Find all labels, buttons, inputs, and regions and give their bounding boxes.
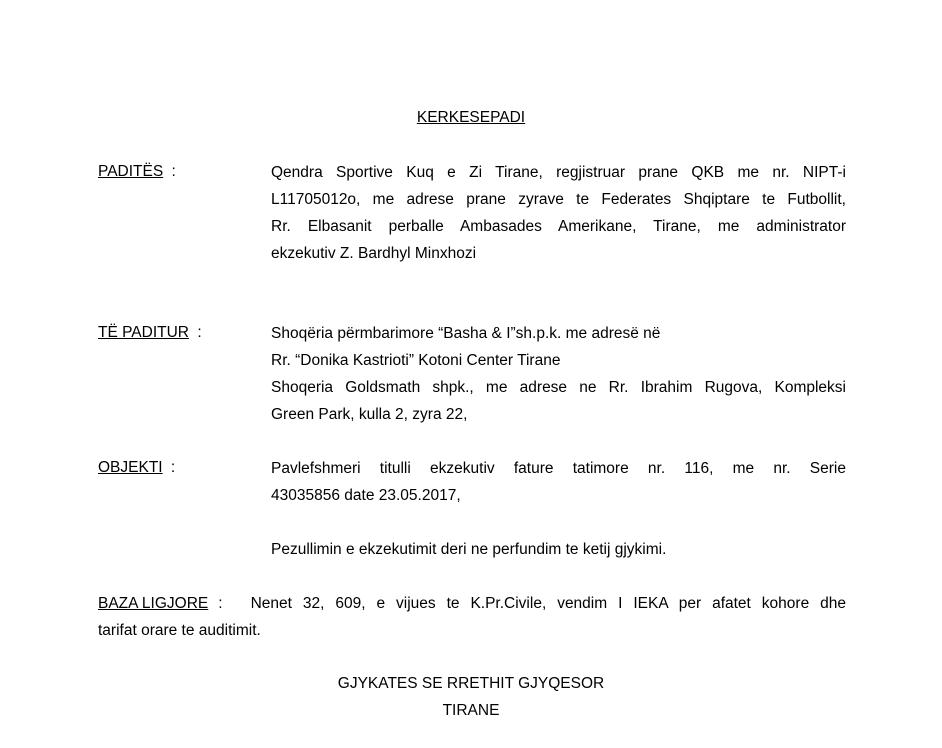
objekti-label-row (98, 459, 175, 477)
paditesi-line: ekzekutiv Z. Bardhyl Minxhozi (271, 245, 477, 262)
paditesi-colon: : (171, 163, 176, 180)
paditesi-label: PADITËS (98, 163, 164, 180)
baza-line: Nenet 32, 609, e vijues te K.Pr.Civile, vendim I IEKA per afatet kohore dhe (250, 595, 846, 612)
te-paditur-line: Rr. “Donika Kastrioti” Kotoni Center Tirane (271, 352, 561, 369)
te-paditur-line: Green Park, kulla 2, zyra 22, (271, 406, 468, 423)
te-paditur-text (271, 320, 846, 428)
objekti-colon: : (170, 459, 176, 476)
baza-second-row: tarifat orare te auditimit. (98, 622, 261, 639)
objekti-text (271, 455, 846, 509)
court-name: GJYKATES SE RRETHIT GJYQESOR (337, 675, 605, 692)
objekti-label: OBJEKTI (98, 459, 163, 476)
baza-colon: : (218, 595, 223, 612)
document-title: KERKESEPADI (416, 109, 526, 126)
objekti-line: Pavlefshmeri titulli ekzekutiv fature tatimore nr. 116, me nr. Serie (271, 460, 846, 477)
paditesi-line: L11705012o, me adrese prane zyrave te Federates Shqiptare te Futbollit, (271, 191, 846, 208)
paditesi-text (271, 159, 846, 267)
objekti-extra-line: Pezullimin e ekzekutimit deri ne perfundim te ketij gjykimi. (271, 541, 667, 558)
court-city: TIRANE (442, 702, 500, 719)
baza-ligjore (98, 590, 846, 644)
baza-label: BAZA LIGJORE (98, 595, 209, 612)
te-paditur-label: TË PADITUR (98, 324, 189, 341)
objekti-line: 43035856 date 23.05.2017, (271, 487, 461, 504)
paditesi-label-row (98, 163, 176, 181)
te-paditur-line: Shoqëria përmbarimore “Basha & I”sh.p.k. me adresë në (271, 325, 661, 342)
objekti-extra (271, 536, 846, 563)
baza-first-row (98, 590, 846, 617)
te-paditur-colon: : (197, 324, 202, 341)
paditesi-line: Rr. Elbasanit perballe Ambasades Amerikane, Tirane, me administrator (271, 218, 846, 235)
te-paditur-label-row (98, 324, 202, 342)
paditesi-line: Qendra Sportive Kuq e Zi Tirane, regjistruar prane QKB me nr. NIPT-i (271, 164, 846, 181)
te-paditur-line: Shoqeria Goldsmath shpk., me adrese ne Rr. Ibrahim Rugova, Kompleksi (271, 379, 846, 396)
